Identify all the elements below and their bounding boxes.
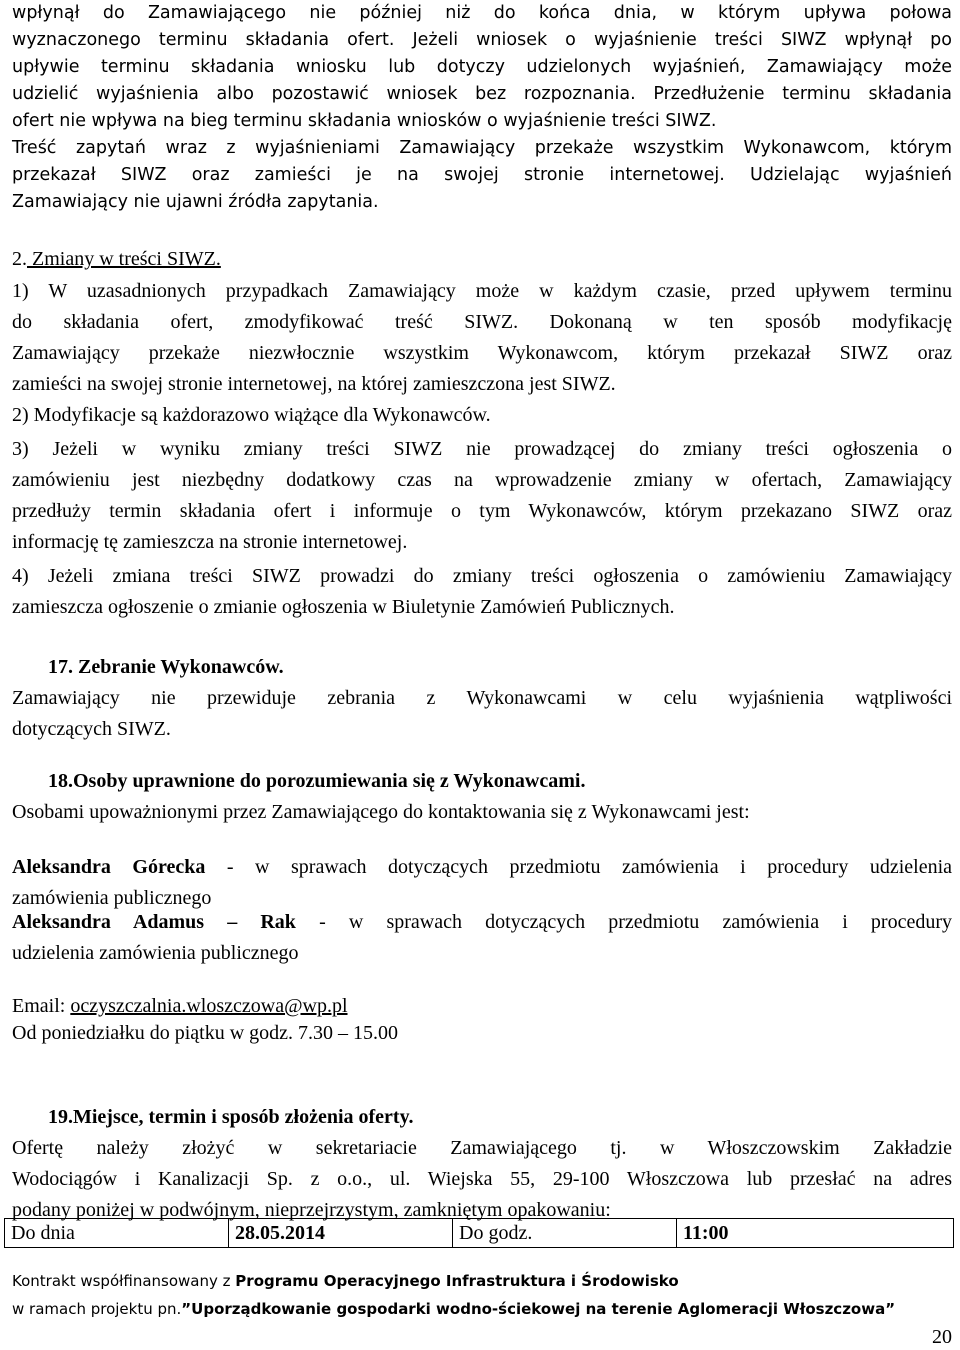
time-label-cell: Do godz.	[453, 1219, 677, 1248]
text-line: Treść zapytań wraz z wyjaśnieniami Zamawiający przekaże wszystkim Wykonawcom, którym	[12, 138, 952, 158]
text-line: przekazał SIWZ oraz zamieści je na swojej stronie internetowej. Udzielając wyjaśnień	[12, 165, 952, 185]
contact-person-description: - w sprawach dotyczących przedmiotu zamówienia i procedury	[295, 911, 952, 933]
footer-program-name: Programu Operacyjnego Infrastruktura i Środowisko	[235, 1272, 679, 1290]
contact-hours	[12, 1018, 952, 1049]
paragraph-questions-content	[12, 135, 952, 216]
section-17-heading: 17. Zebranie Wykonawców.	[48, 656, 284, 678]
text-line: 4) Jeżeli zmiana treści SIWZ prowadzi do zmiany treści ogłoszenia o zamówieniu Zamawiający	[12, 565, 952, 587]
page-number: 20	[932, 1326, 952, 1348]
section-2-item-3	[12, 434, 952, 558]
footer-text: w ramach projektu pn.	[12, 1300, 182, 1318]
contact-person-description: - w sprawach dotyczących przedmiotu zamówienia i procedury udzielenia	[205, 856, 953, 878]
text-line: udzielenia zamówienia publicznego	[12, 942, 299, 964]
text-line: dotyczących SIWZ.	[12, 718, 171, 740]
contact-person-2	[12, 907, 952, 969]
text-line: 2) Modyfikacje są każdorazowo wiążące dla Wykonawców.	[12, 404, 491, 426]
contact-person-1	[12, 852, 952, 914]
text-line: 1) W uzasadnionych przypadkach Zamawiający może w każdym czasie, przed upływem terminu	[12, 280, 952, 302]
text-line: podany poniżej w podwójnym, nieprzejrzystym, zamkniętym opakowaniu:	[12, 1199, 611, 1221]
footer-text: Kontrakt współfinansowany z	[12, 1272, 236, 1290]
time-value-cell: 11:00	[677, 1219, 954, 1248]
footer-line-2	[12, 1298, 895, 1320]
date-label-cell: Do dnia	[5, 1219, 229, 1248]
section-18-intro	[12, 797, 952, 828]
text-line: zamówieniu jest niezbędny dodatkowy czas na wprowadzenie zmiany w ofertach, Zamawiający	[12, 469, 952, 491]
section-18-heading: 18.Osoby uprawnione do porozumiewania się z Wykonawcami.	[48, 770, 586, 792]
text-line: Osobami upoważnionymi przez Zamawiającego do kontaktowania się z Wykonawcami jest:	[12, 801, 750, 823]
paragraph-clarification-deadline	[12, 0, 952, 135]
date-value-cell: 28.05.2014	[229, 1219, 453, 1248]
text-line: Ofertę należy złożyć w sekretariacie Zamawiającego tj. w Włoszczowskim Zakładzie	[12, 1137, 952, 1159]
text-line: do składania ofert, zmodyfikować treść SIWZ. Dokonaną w ten sposób modyfikację	[12, 311, 952, 333]
email-link[interactable]: oczyszczalnia.wloszczowa@wp.pl	[70, 995, 348, 1017]
section-number: 2.	[12, 248, 27, 270]
deadline-table	[4, 1218, 954, 1248]
contact-person-name: Aleksandra Górecka	[12, 856, 206, 878]
section-2-item-1	[12, 276, 952, 400]
text-line: Zamawiający nie przewiduje zebrania z Wykonawcami w celu wyjaśnienia wątpliwości	[12, 687, 952, 709]
section-2-item-2	[12, 400, 952, 431]
section-2-heading	[12, 244, 952, 275]
text-line: informację tę zamieszcza na stronie internetowej.	[12, 531, 408, 553]
table-row	[5, 1219, 954, 1248]
text-line: wpłynął do Zamawiającego nie później niż do końca dnia, w którym upływa połowa	[12, 3, 952, 23]
email-label: Email:	[12, 995, 71, 1017]
contact-person-name: Aleksandra Adamus – Rak	[12, 911, 296, 933]
text-line: udzielić wyjaśnienia albo pozostawić wniosek bez rozpoznania. Przedłużenie terminu składania	[12, 84, 952, 104]
text-line: ofert nie wpływa na bieg terminu składania wniosków o wyjaśnienie treści SIWZ.	[12, 111, 717, 131]
text-line: zamówienia publicznego	[12, 887, 212, 909]
text-line: zamieści na swojej stronie internetowej, na której zamieszczona jest SIWZ.	[12, 373, 616, 395]
text-line: Zamawiający przekaże niezwłocznie wszystkim Wykonawcom, którym przekazał SIWZ oraz	[12, 342, 952, 364]
text-line: Wodociągów i Kanalizacji Sp. z o.o., ul. Wiejska 55, 29-100 Włoszczowa lub przesłać na adres	[12, 1168, 952, 1190]
text-line: wyznaczonego terminu składania ofert. Jeżeli wniosek o wyjaśnienie treści SIWZ wpłynął po	[12, 30, 952, 50]
section-2-item-4	[12, 561, 952, 623]
footer-line-1	[12, 1270, 679, 1292]
text-line: Zamawiający nie ujawni źródła zapytania.	[12, 192, 379, 212]
text-line: upływie terminu składania wniosku lub dotyczy udzielonych wyjaśnień, Zamawiający może	[12, 57, 952, 77]
text-line: przedłuży termin składania ofert i informuje o tym Wykonawców, którym przekazano SIWZ oraz	[12, 500, 952, 522]
section-title: Zmiany w treści SIWZ.	[27, 248, 221, 270]
section-19-body	[12, 1133, 952, 1226]
text-line: 3) Jeżeli w wyniku zmiany treści SIWZ nie prowadzącej do zmiany treści ogłoszenia o	[12, 438, 952, 460]
footer-project-name: ”Uporządkowanie gospodarki wodno-ściekowej na terenie Aglomeracji Włoszczowa”	[181, 1300, 896, 1318]
text-line: zamieszcza ogłoszenie o zmianie ogłoszenia w Biuletynie Zamówień Publicznych.	[12, 596, 675, 618]
section-17-body	[12, 683, 952, 745]
section-19-heading: 19.Miejsce, termin i sposób złożenia oferty.	[48, 1106, 414, 1128]
text-line: Od poniedziałku do piątku w godz. 7.30 – 15.00	[12, 1022, 399, 1044]
